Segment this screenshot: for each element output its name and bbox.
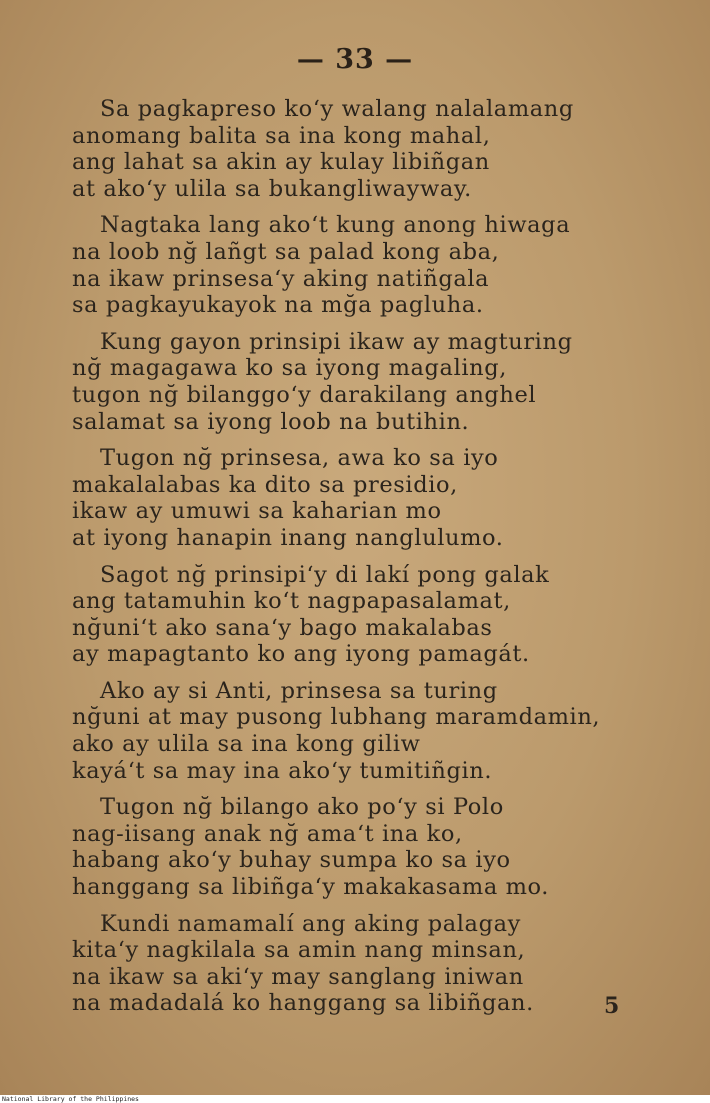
poem-body bbox=[72, 96, 672, 1027]
stanza-line: na madadalá ko hanggang sa libiñgan. bbox=[72, 990, 534, 1017]
stanza-line: ay mapagtanto ko ang iyong pamagát. bbox=[72, 641, 530, 668]
stanza-line: na ikaw sa aki‘y may sanglang iniwan bbox=[72, 963, 524, 990]
stanza-line: Ako ay si Anti, prinsesa sa turing bbox=[100, 677, 498, 704]
stanza bbox=[72, 678, 672, 784]
stanza-line: Sa pagkapreso ko‘y walang nalalamang bbox=[100, 96, 574, 122]
stanza-line: makalalabas ka dito sa presidio, bbox=[72, 471, 458, 498]
stanza-line: nag-iisang anak nğ ama‘t ina ko, bbox=[72, 820, 463, 847]
stanza-line: nğuni at may pusong lubhang maramdamin, bbox=[72, 704, 601, 731]
stanza-line: Tugon nğ prinsesa, awa ko sa iyo bbox=[100, 445, 499, 472]
stanza-line: ang lahat sa akin ay kulay libiñgan bbox=[72, 149, 490, 176]
stanza-line: habang ako‘y buhay sumpa ko sa iyo bbox=[72, 847, 511, 874]
stanza-line: na loob nğ lañgt sa palad kong aba, bbox=[72, 238, 500, 265]
stanza bbox=[72, 445, 672, 551]
stanza-line: ako ay ulila sa ina kong giliw bbox=[72, 731, 421, 758]
stanza bbox=[72, 911, 672, 1017]
stanza-line: na ikaw prinsesa‘y aking natiñgala bbox=[72, 265, 490, 292]
stanza-line: ikaw ay umuwi sa kaharian mo bbox=[72, 498, 442, 525]
stanza-line: salamat sa iyong loob na butihin. bbox=[72, 408, 470, 435]
stanza bbox=[72, 794, 672, 900]
stanza-line: Kundi namamalí ang aking palagay bbox=[100, 910, 521, 937]
stanza-line: at ako‘y ulila sa bukangliwayway. bbox=[72, 175, 472, 202]
stanza-line: nğ magagawa ko sa iyong magaling, bbox=[72, 355, 508, 382]
stanza-line: Nagtaka lang ako‘t kung anong hiwaga bbox=[100, 212, 571, 239]
stanza bbox=[72, 212, 672, 318]
stanza-line: Sagot nğ prinsipi‘y di lakí pong galak bbox=[100, 561, 550, 588]
stanza bbox=[72, 329, 672, 435]
stanza-line: kayá‘t sa may ina ako‘y tumitiñgin. bbox=[72, 757, 493, 784]
stanza-line: sa pagkayukayok na mğa pagluha. bbox=[72, 292, 484, 319]
stanza bbox=[72, 562, 672, 668]
stanza-line: kita‘y nagkilala sa amin nang minsan, bbox=[72, 937, 526, 964]
stanza-line: tugon nğ bilanggo‘y darakilang anghel bbox=[72, 381, 537, 408]
stanza-line: anomang balita sa ina kong mahal, bbox=[72, 122, 491, 149]
stanza-line: Tugon nğ bilango ako po‘y si Polo bbox=[100, 794, 504, 821]
library-footer: National Library of the Philippines bbox=[2, 1095, 139, 1103]
stanza-line: ang tatamuhin ko‘t nagpapasalamat, bbox=[72, 588, 511, 615]
stanza bbox=[72, 96, 672, 202]
stanza-line: at iyong hanapin inang nanglulumo. bbox=[72, 524, 504, 551]
stanza-line: Kung gayon prinsipi ikaw ay magturing bbox=[100, 328, 573, 355]
stanza-line: nğuni‘t ako sana‘y bago makalabas bbox=[72, 614, 493, 641]
signature-mark: 5 bbox=[604, 993, 620, 1019]
stanza-line: hanggang sa libiñga‘y makakasama mo. bbox=[72, 874, 550, 901]
page-number: — 33 — bbox=[296, 44, 414, 75]
